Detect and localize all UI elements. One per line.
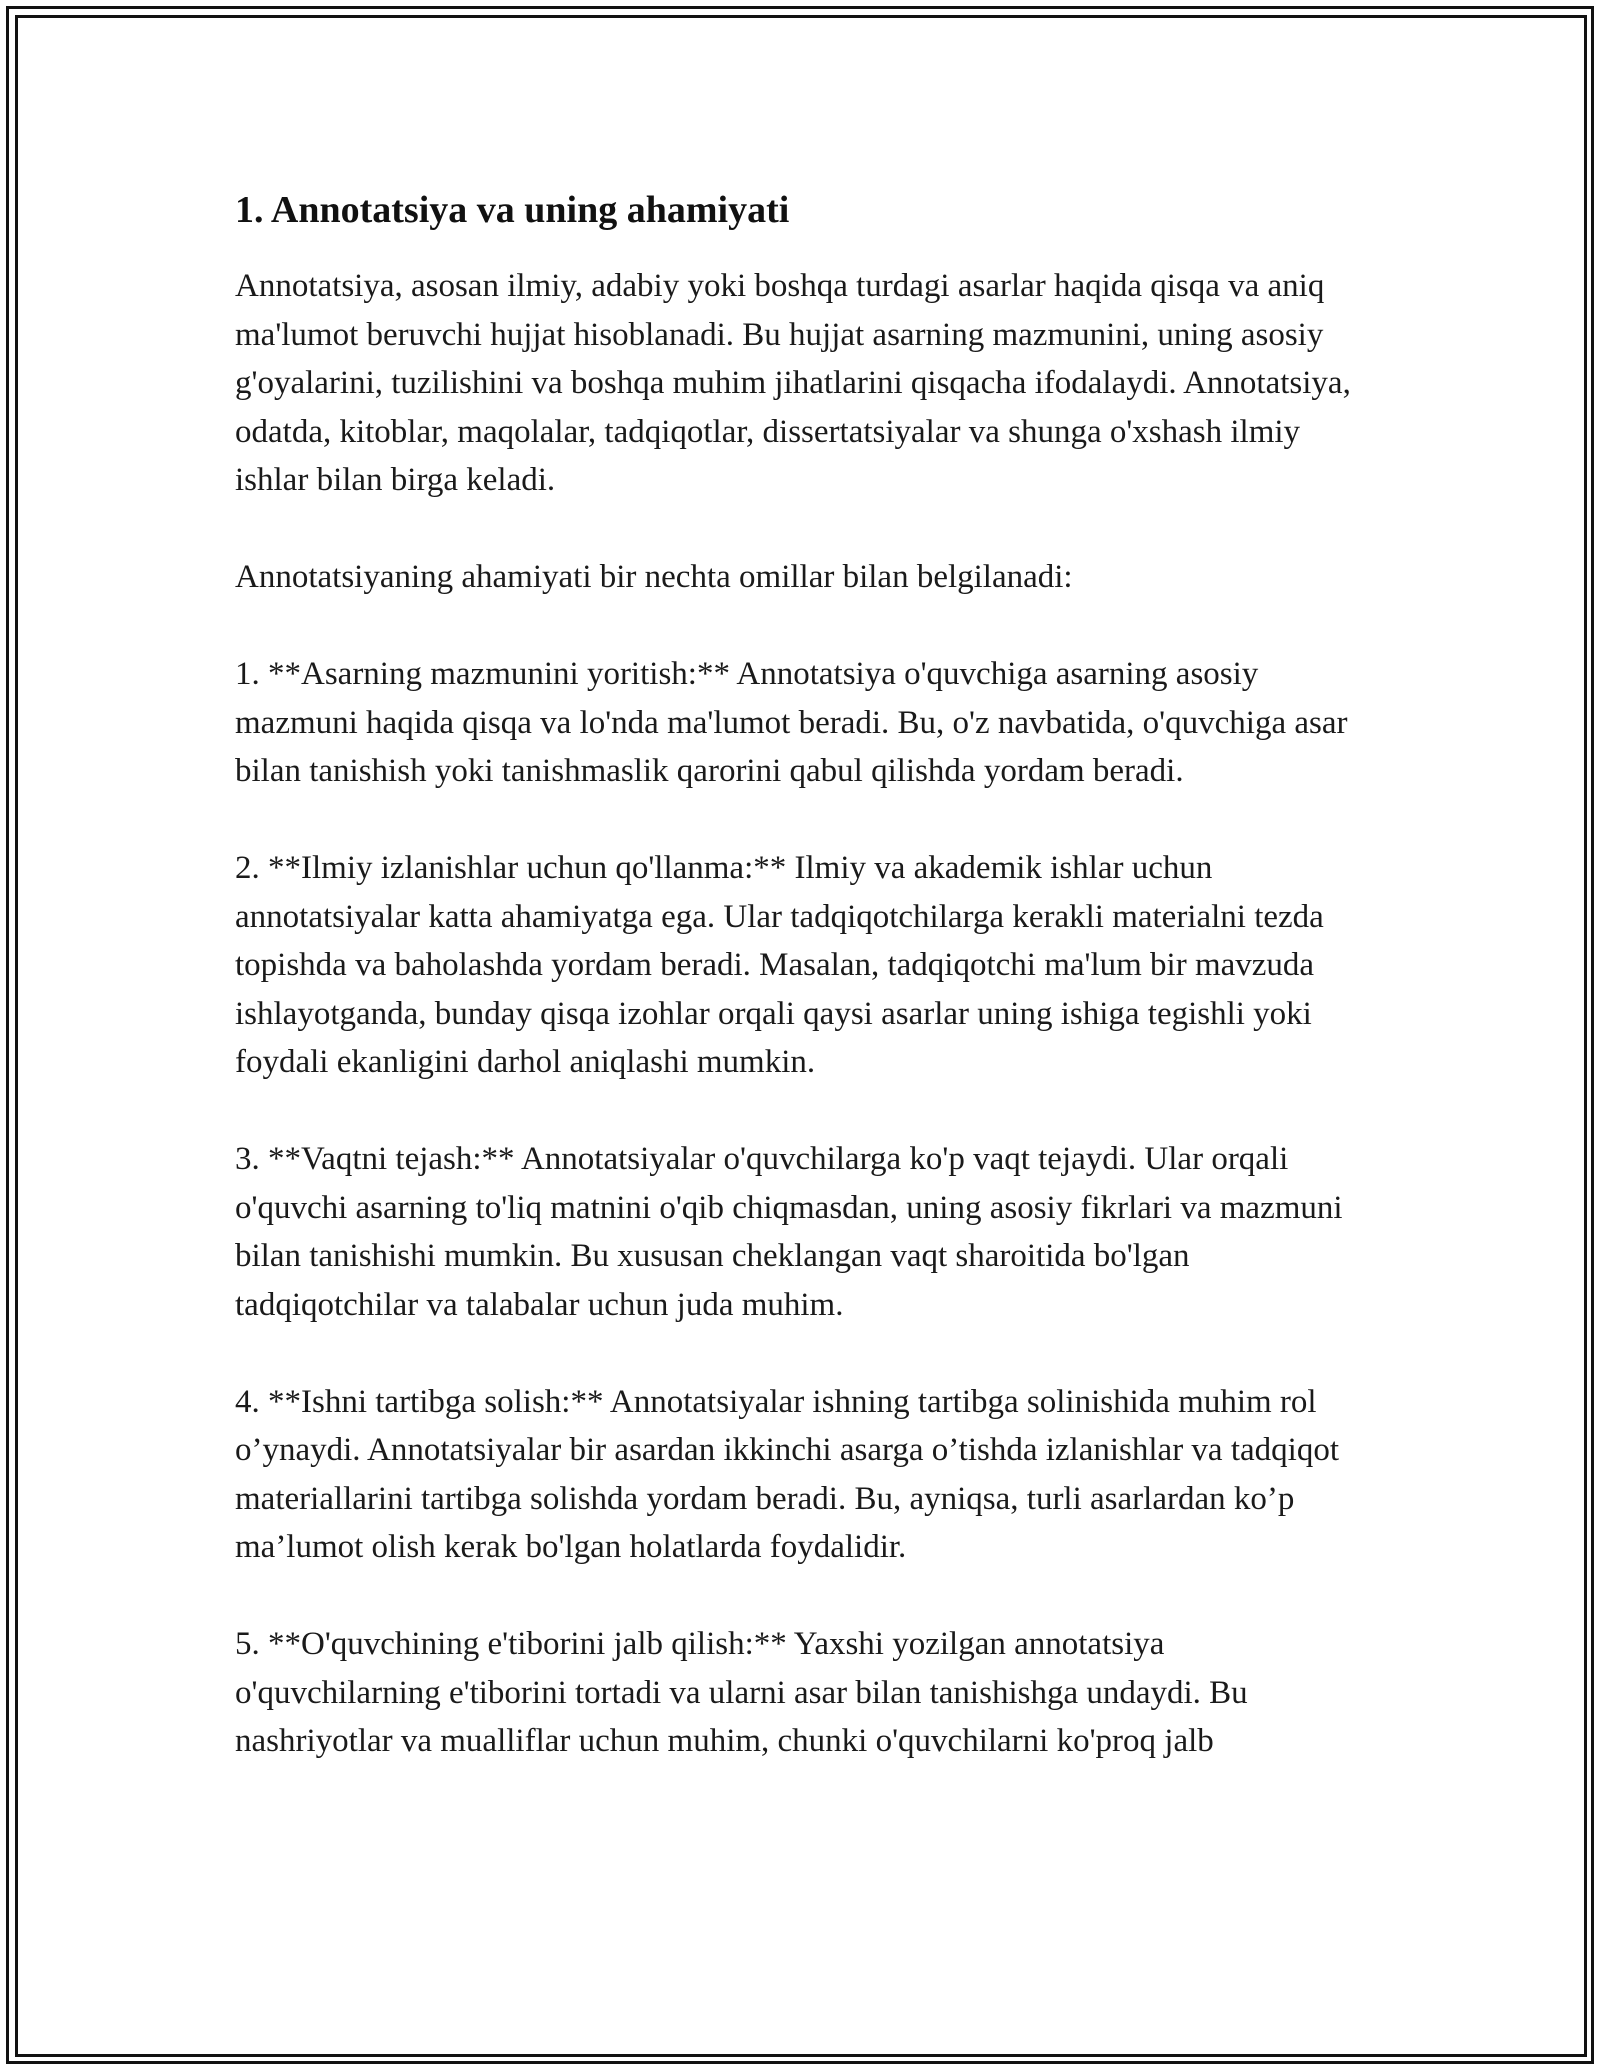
list-item-1: 1. **Asarning mazmunini yoritish:** Annotatsiya o'quvchiga asarning asosiy mazmuni haqida qisqa va lo'nda ma'lumot beradi. Bu, o'z navbatida, o'quvchiga asar bilan tanishish yoki tanishmaslik qarorini qabul qilishda yordam beradi. [235, 656, 1348, 789]
document-body [235, 186, 1375, 1766]
list-item-4: 4. **Ishni tartibga solish:** Annotatsiyalar ishning tartibga solinishida muhim rol o’ynaydi. Annotatsiyalar bir asardan ikkinchi asarga o’tishda izlanishlar va tadqiqot materiallarini tartibga solishda yordam beradi. Bu, ayniqsa, turli asarlardan ko’p ma’lumot olish kerak bo'lgan holatlarda foydalidir. [235, 1383, 1339, 1565]
paragraph-importance-intro: Annotatsiyaning ahamiyati bir nechta omillar bilan belgilanadi: [235, 559, 1073, 595]
section-heading: 1. Annotatsiya va uning ahamiyati [235, 189, 790, 231]
list-item-5: 5. **O'quvchining e'tiborini jalb qilish:** Yaxshi yozilgan annotatsiya o'quvchilarning e'tiborini tortadi va ularni asar bilan tanishishga undaydi. Bu nashriyotlar va mualliflar uchun muhim, chunki o'quvchilarni ko'proq jalb [235, 1626, 1248, 1759]
list-item-2: 2. **Ilmiy izlanishlar uchun qo'llanma:** Ilmiy va akademik ishlar uchun annotatsiyalar katta ahamiyatga ega. Ular tadqiqotchilarga kerakli materialni tezda topishda va baholashda yordam beradi. Masalan, tadqiqotchi ma'lum bir mavzuda ishlayotganda, bunday qisqa izohlar orqali qaysi asarlar uning ishiga tegishli yoki foydali ekanligini darhol aniqlashi mumkin. [235, 850, 1324, 1080]
paragraph-definition: Annotatsiya, asosan ilmiy, adabiy yoki boshqa turdagi asarlar haqida qisqa va aniq ma'lumot beruvchi hujjat hisoblanadi. Bu hujjat asarning mazmunini, uning asosiy g'oyalarini, tuzilishini va boshqa muhim jihatlarini qisqacha ifodalaydi. Annotatsiya, odatda, kitoblar, maqolalar, tadqiqotlar, dissertatsiyalar va shunga o'xshash ilmiy ishlar bilan birga keladi. [235, 268, 1351, 498]
list-item-3: 3. **Vaqtni tejash:** Annotatsiyalar o'quvchilarga ko'p vaqt tejaydi. Ular orqali o'quvchi asarning to'liq matnini o'qib chiqmasdan, uning asosiy fikrlari va mazmuni bilan tanishishi mumkin. Bu xususan cheklangan vaqt sharoitida bo'lgan tadqiqotchilar va talabalar uchun juda muhim. [235, 1141, 1343, 1323]
